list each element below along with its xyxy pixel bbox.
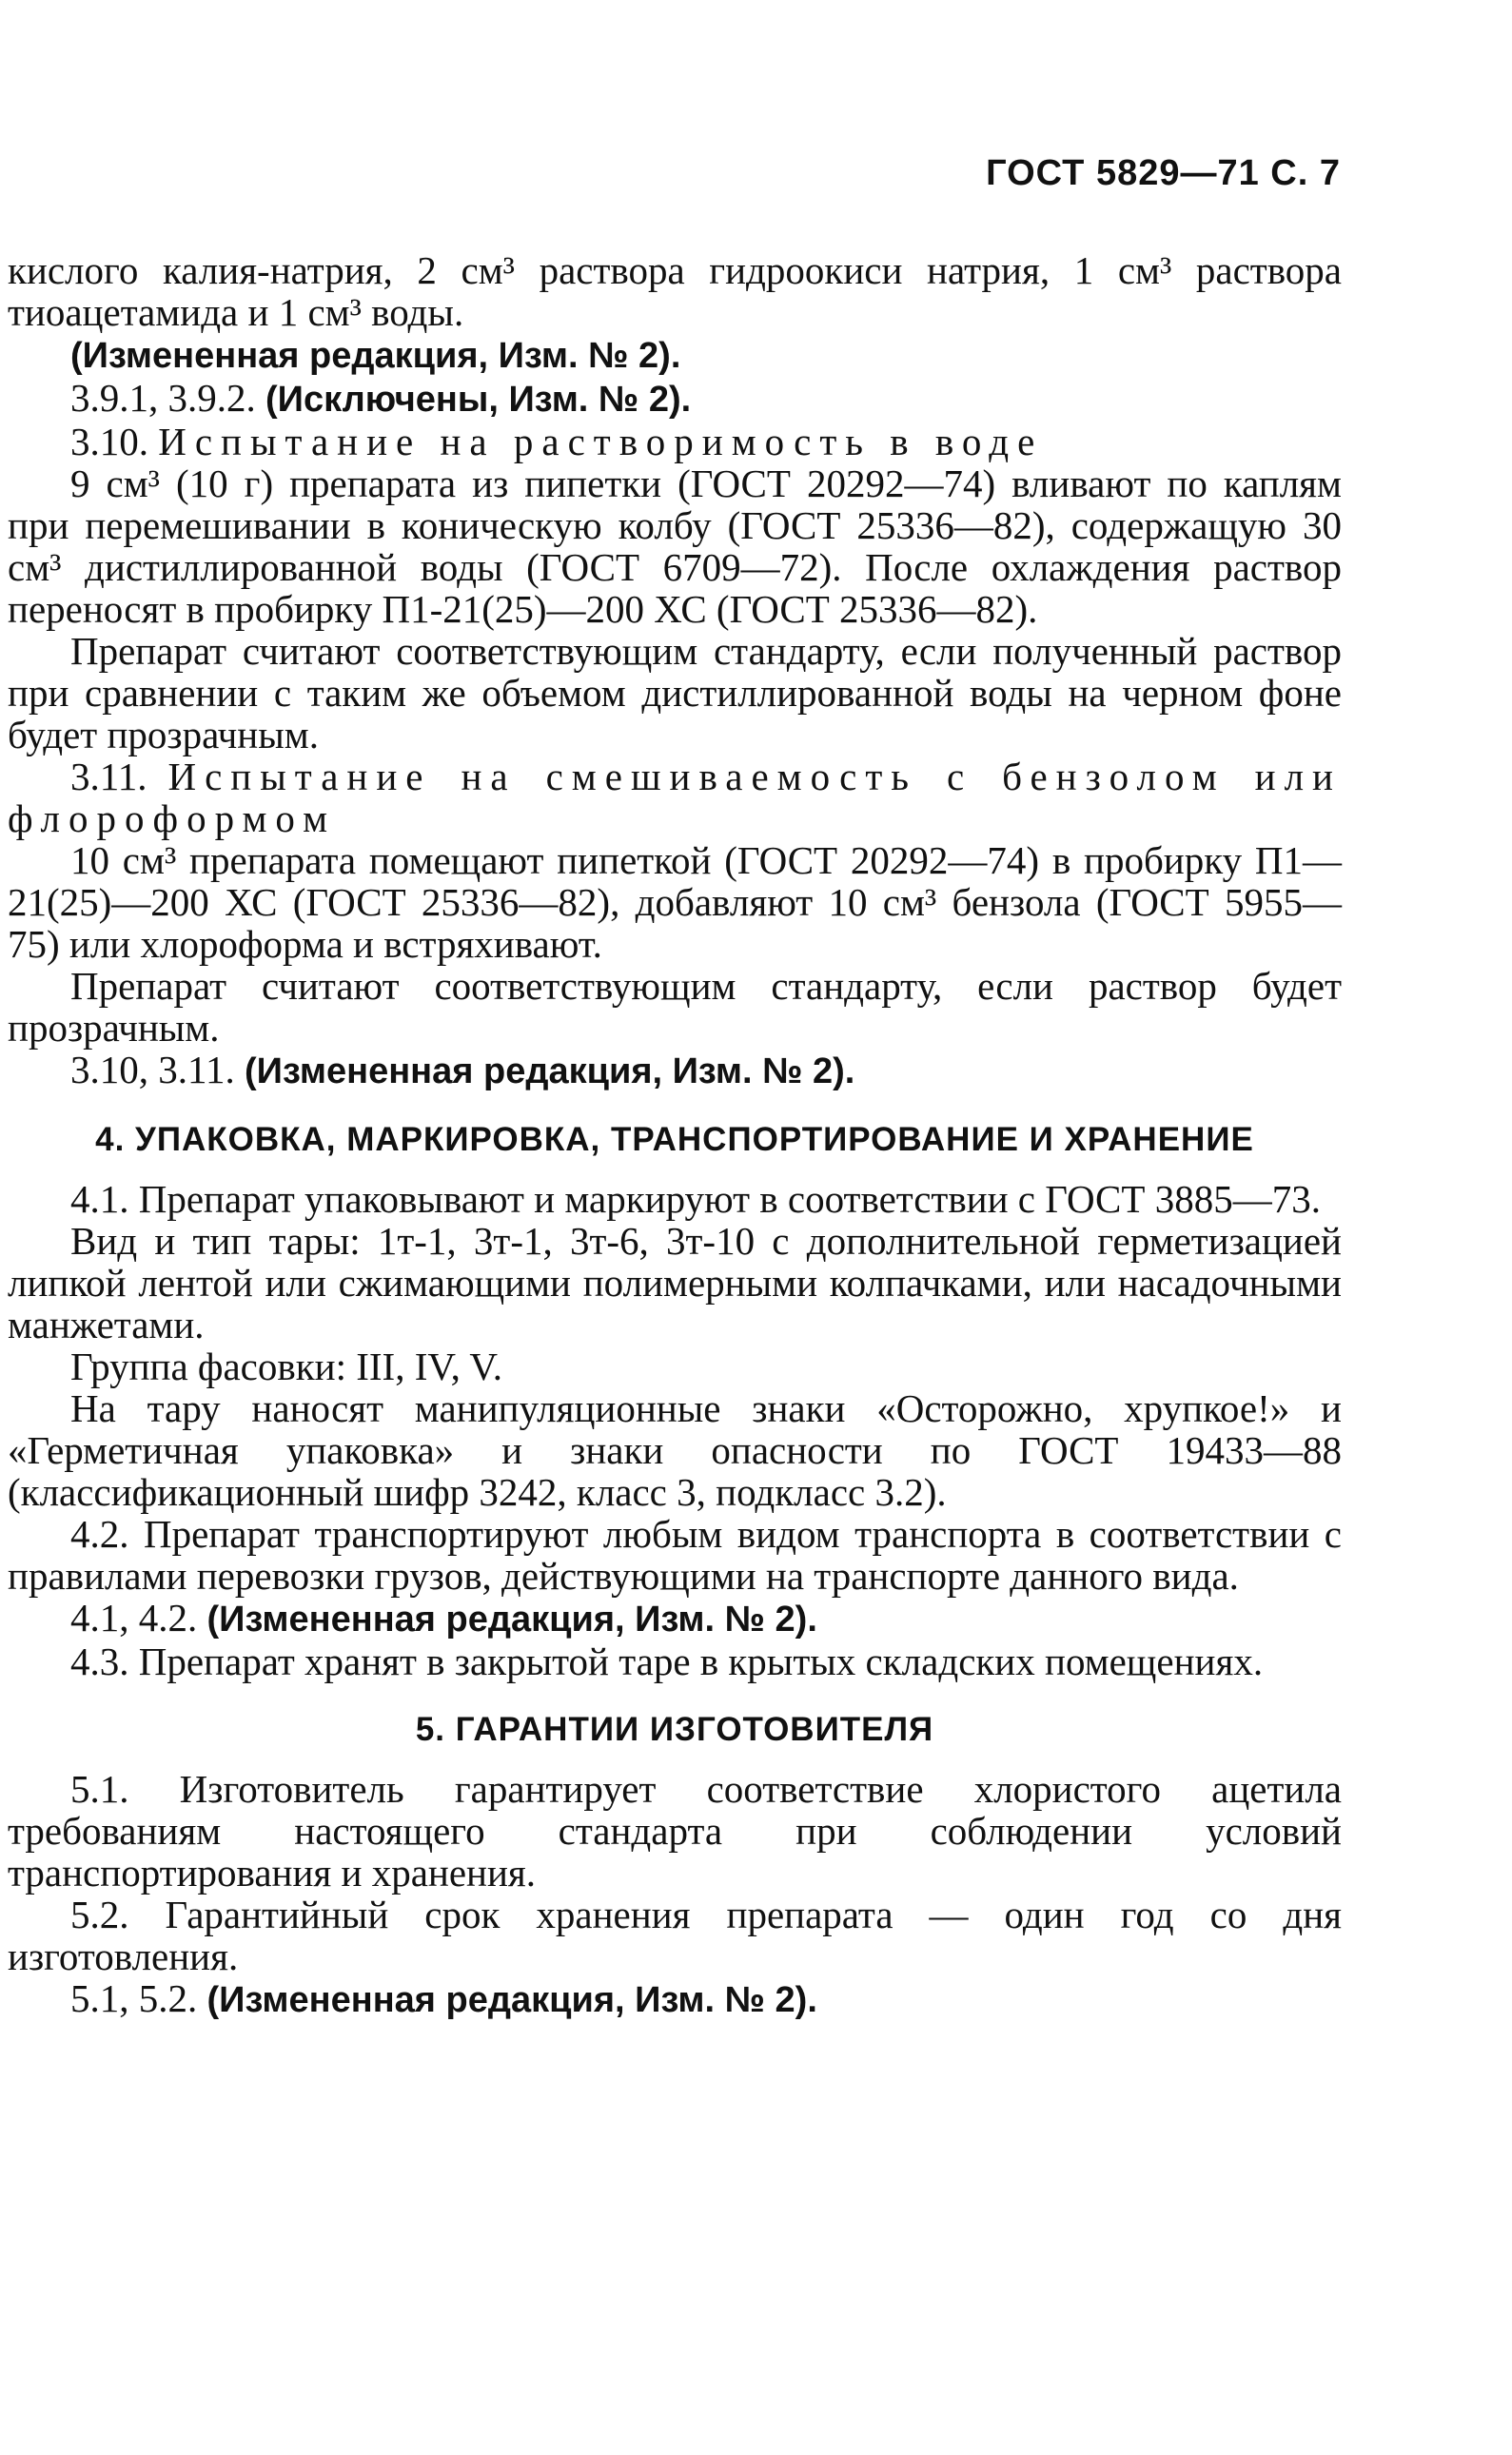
paragraph: 9 см³ (10 г) препарата из пипетки (ГОСТ 20292—74) вливают по каплям при перемешивании в коническую колбу (ГОСТ 25336—82), содержащую 30 см³ дистиллированной воды (ГОСТ 6709—72). После охлаждения раствор переносят в пробирку П1-21(25)—200 ХС (ГОСТ 25336—82). xyxy=(8,462,1342,631)
paragraph: Препарат считают соответствующим стандарту, если раствор будет прозрачным. xyxy=(8,964,1342,1050)
amendment-note: 4.1, 4.2. (Измененная редакция, Изм. № 2). xyxy=(70,1596,817,1640)
paragraph: кислого калия-натрия, 2 см³ раствора гидроокиси натрия, 1 см³ раствора тиоацетамида и 1 см³ воды. xyxy=(8,248,1342,334)
amendment-note: (Измененная редакция, Изм. № 2). xyxy=(70,336,681,376)
amendment-note: 3.10, 3.11. (Измененная редакция, Изм. № 2). xyxy=(70,1048,855,1091)
section-heading-4: 4. УПАКОВКА, МАРКИРОВКА, ТРАНСПОРТИРОВАНИЕ И ХРАНЕНИЕ xyxy=(95,1121,1254,1158)
paragraph: Группа фасовки: III, IV, V. xyxy=(70,1345,503,1388)
clause-3-11-heading: 3.11. Испытание на смешиваемость с бензолом или флороформом xyxy=(8,755,1342,840)
page-header: ГОСТ 5829—71 С. 7 xyxy=(986,153,1341,193)
section-heading-5: 5. ГАРАНТИИ ИЗГОТОВИТЕЛЯ xyxy=(415,1711,934,1748)
document-body xyxy=(8,249,1342,2021)
paragraph: На тару наносят манипуляционные знаки «Осторожно, хрупкое!» и «Герметичная упаковка» и знаки опасности по ГОСТ 19433—88 (классификационный шифр 3242, класс 3, подкласс 3.2). xyxy=(8,1386,1342,1514)
paragraph: 4.3. Препарат хранят в закрытой таре в крытых складских помещениях. xyxy=(70,1640,1264,1683)
paragraph: 4.1. Препарат упаковывают и маркируют в соответствии с ГОСТ 3885—73. xyxy=(70,1177,1321,1221)
paragraph: Вид и тип тары: 1т-1, 3т-1, 3т-6, 3т-10 с дополнительной герметизацией липкой лентой или сжимающими полимерными колпачками, или насадочными манжетами. xyxy=(8,1219,1342,1346)
paragraph: 10 см³ препарата помещают пипеткой (ГОСТ 20292—74) в пробирку П1—21(25)—200 ХС (ГОСТ 25336—82), добавляют 10 см³ бензола (ГОСТ 5955—75) или хлороформа и встряхивают. xyxy=(8,838,1342,966)
clause-3-10-heading: 3.10. Испытание на растворимость в воде xyxy=(70,420,1044,463)
amendment-note: 5.1, 5.2. (Измененная редакция, Изм. № 2). xyxy=(70,1976,817,2020)
paragraph: 5.1. Изготовитель гарантирует соответствие хлористого ацетила требованиям настоящего стандарта при соблюдении условий транспортирования и хранения. xyxy=(8,1767,1342,1895)
paragraph: Препарат считают соответствующим стандарту, если полученный раствор при сравнении с таким же объемом дистиллированной воды на черном фоне будет прозрачным. xyxy=(8,629,1342,756)
clause-3-9: 3.9.1, 3.9.2. (Исключены, Изм. № 2). xyxy=(70,376,692,420)
paragraph: 5.2. Гарантийный срок хранения препарата — один год со дня изготовления. xyxy=(8,1893,1342,1978)
paragraph: 4.2. Препарат транспортируют любым видом транспорта в соответствии с правилами перевозки грузов, действующими на транспорте данного вида. xyxy=(8,1512,1342,1598)
